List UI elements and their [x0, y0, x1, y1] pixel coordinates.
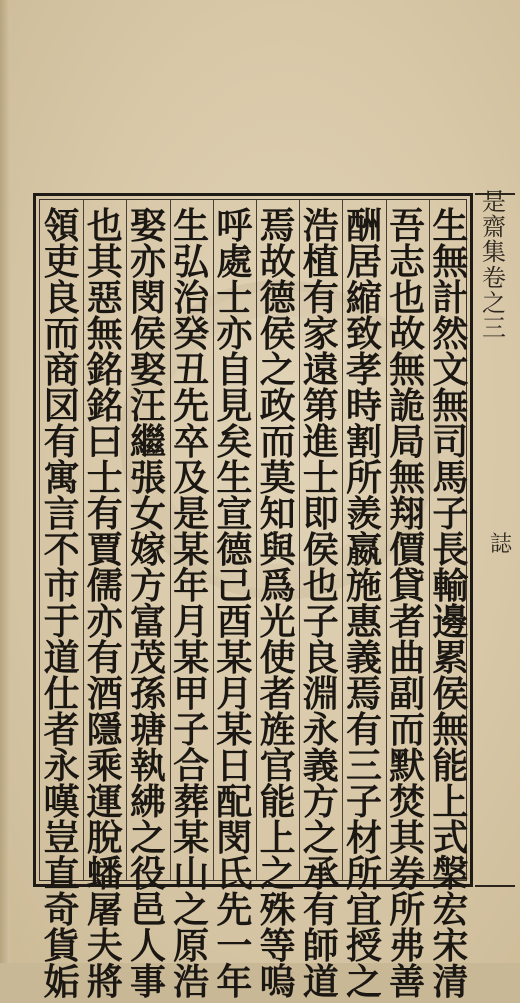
text-character: 子 [173, 709, 210, 751]
text-character: 植 [302, 241, 339, 283]
margin-title-char: 卷 [482, 263, 506, 292]
text-character: 年 [173, 565, 210, 607]
text-character: 無 [86, 313, 123, 355]
text-character: 上 [432, 781, 469, 823]
text-character: 之 [302, 817, 339, 859]
text-character: 紼 [129, 781, 166, 823]
text-column [296, 205, 346, 1003]
text-character: 士 [302, 457, 339, 499]
text-character: 也 [86, 205, 123, 247]
text-character: 遠 [302, 349, 339, 391]
margin-title-char: 是 [482, 188, 506, 216]
text-character: 有 [43, 421, 80, 463]
text-character: 嫁 [129, 529, 166, 571]
text-character: 隱 [86, 709, 123, 751]
text-character: 進 [302, 421, 339, 463]
text-character: 子 [345, 781, 382, 823]
text-character: 直 [43, 853, 80, 895]
text-character: 賈 [86, 529, 123, 571]
text-character: 某 [173, 637, 210, 679]
text-character: 者 [389, 601, 426, 643]
text-column [123, 205, 173, 1003]
text-character: 莫 [259, 457, 296, 499]
text-frame [33, 193, 473, 1003]
text-character: 酬 [345, 205, 382, 247]
text-character: 旌 [259, 709, 296, 751]
text-character: 嬴 [345, 529, 382, 571]
text-character: 娶 [129, 205, 166, 247]
text-character: 亦 [216, 313, 253, 355]
text-character: 也 [302, 565, 339, 607]
margin-title [474, 190, 514, 341]
text-character: 淵 [302, 673, 339, 715]
text-character: 宣 [216, 493, 253, 535]
text-character: 矣 [216, 421, 253, 463]
text-character: 官 [259, 745, 296, 787]
text-character: 嗚 [259, 961, 296, 1003]
text-character: 是 [173, 493, 210, 535]
text-character: 貨 [43, 925, 80, 967]
text-character: 無 [432, 709, 469, 751]
text-character: 弗 [389, 925, 426, 967]
text-character: 所 [389, 889, 426, 931]
text-character: 義 [345, 637, 382, 679]
text-character: 而 [389, 709, 426, 751]
text-character: 合 [173, 745, 210, 787]
text-character: 知 [259, 493, 296, 535]
text-character: 屠 [86, 889, 123, 931]
text-character: 寓 [43, 457, 80, 499]
text-character: 執 [129, 745, 166, 787]
text-character: 年 [216, 961, 253, 1003]
text-character: 默 [389, 745, 426, 787]
text-character: 授 [345, 925, 382, 967]
text-character: 言 [43, 493, 80, 535]
text-character: 閔 [216, 817, 253, 859]
text-character: 葬 [173, 781, 210, 823]
text-character: 良 [302, 637, 339, 679]
text-character: 無 [389, 457, 426, 499]
text-character: 先 [216, 889, 253, 931]
text-character: 銘 [86, 349, 123, 391]
text-character: 方 [302, 781, 339, 823]
text-character: 侯 [302, 529, 339, 571]
binding-edge [0, 0, 10, 963]
text-character: 輸 [432, 565, 469, 607]
text-character: 亦 [86, 601, 123, 643]
text-character: 者 [43, 709, 80, 751]
text-character: 某 [173, 529, 210, 571]
text-character: 治 [173, 277, 210, 319]
text-character: 與 [259, 529, 296, 571]
text-character: 有 [345, 709, 382, 751]
text-character: 焚 [389, 781, 426, 823]
text-character: 無 [432, 385, 469, 427]
text-character: 所 [345, 457, 382, 499]
text-character: 副 [389, 673, 426, 715]
text-character: 善 [389, 961, 426, 1003]
text-character: 女 [129, 493, 166, 535]
text-character: 月 [173, 601, 210, 643]
text-column [253, 205, 303, 1003]
text-character: 施 [345, 565, 382, 607]
text-character: 者 [259, 673, 296, 715]
text-character: 時 [345, 385, 382, 427]
text-character: 儒 [86, 565, 123, 607]
text-character: 人 [129, 925, 166, 967]
text-character: 焉 [345, 673, 382, 715]
text-character: 能 [259, 781, 296, 823]
text-character: 邑 [129, 889, 166, 931]
text-character: 計 [432, 277, 469, 319]
text-character: 有 [86, 493, 123, 535]
text-character: 第 [302, 385, 339, 427]
text-character: 之 [259, 349, 296, 391]
text-character: 運 [86, 781, 123, 823]
text-character: 一 [216, 925, 253, 967]
text-character: 仕 [43, 673, 80, 715]
text-character: 氏 [216, 853, 253, 895]
text-character: 光 [259, 601, 296, 643]
text-character: 曰 [86, 421, 123, 463]
text-character: 師 [302, 925, 339, 967]
text-character: 居 [345, 241, 382, 283]
text-column [37, 205, 87, 1003]
text-character: 所 [345, 853, 382, 895]
text-character: 志 [389, 241, 426, 283]
text-character: 娶 [129, 349, 166, 391]
text-character: 德 [259, 277, 296, 319]
text-column [166, 205, 216, 1003]
text-character: 奇 [43, 889, 80, 931]
text-frame-inner [39, 199, 469, 1003]
text-character: 事 [129, 961, 166, 1003]
text-character: 吾 [389, 205, 426, 247]
text-character: 割 [345, 421, 382, 463]
text-character: 之 [173, 889, 210, 931]
text-character: 政 [259, 385, 296, 427]
text-character: 商 [43, 349, 80, 391]
text-character: 致 [345, 313, 382, 355]
text-character: 宏 [432, 889, 469, 931]
text-character: 見 [216, 385, 253, 427]
text-character: 月 [216, 673, 253, 715]
text-character: 張 [129, 457, 166, 499]
text-character: 材 [345, 817, 382, 859]
text-character: 酉 [216, 601, 253, 643]
text-character: 脫 [86, 817, 123, 859]
text-character: 不 [43, 529, 80, 571]
text-character: 道 [302, 961, 339, 1003]
text-character: 某 [216, 637, 253, 679]
text-character: 吏 [43, 241, 80, 283]
text-character: 式 [432, 817, 469, 859]
text-character: 原 [173, 925, 210, 967]
margin-title-char: 齋 [482, 213, 506, 242]
text-character: 之 [259, 853, 296, 895]
text-character: 詭 [389, 385, 426, 427]
text-character: 家 [302, 313, 339, 355]
text-character: 呼 [216, 205, 253, 247]
text-character: 清 [432, 961, 469, 1003]
text-character: 姤 [43, 961, 80, 1003]
text-character: 于 [43, 601, 80, 643]
text-character: 士 [86, 457, 123, 499]
text-column [425, 205, 475, 1003]
text-character: 有 [86, 637, 123, 679]
text-character: 宋 [432, 925, 469, 967]
text-character: 三 [345, 745, 382, 787]
text-character: 宜 [345, 889, 382, 931]
margin-section-mark: 誌 [490, 532, 513, 557]
text-character: 殊 [259, 889, 296, 931]
text-character: 先 [173, 385, 210, 427]
text-character: 閔 [129, 277, 166, 319]
text-character: 嘆 [43, 781, 80, 823]
text-character: 酒 [86, 673, 123, 715]
text-column [339, 205, 389, 1003]
text-character: 永 [302, 709, 339, 751]
text-character: 承 [302, 853, 339, 895]
text-character: 茂 [129, 637, 166, 679]
text-character: 然 [432, 313, 469, 355]
text-character: 羨 [345, 493, 382, 535]
text-character: 亦 [129, 241, 166, 283]
text-character: 日 [216, 745, 253, 787]
text-character: 翔 [389, 493, 426, 535]
text-character: 㘝 [43, 385, 80, 427]
text-character: 乘 [86, 745, 123, 787]
text-character: 無 [432, 241, 469, 283]
text-character: 義 [302, 745, 339, 787]
text-character: 侯 [432, 673, 469, 715]
text-character: 生 [173, 205, 210, 247]
text-character: 甲 [173, 673, 210, 715]
text-character: 而 [43, 313, 80, 355]
text-character: 即 [302, 493, 339, 535]
text-character: 浩 [173, 961, 210, 1003]
text-character: 道 [43, 637, 80, 679]
text-character: 槃 [432, 853, 469, 895]
text-character: 爲 [259, 565, 296, 607]
text-character: 司 [432, 421, 469, 463]
text-column [209, 205, 259, 1003]
text-character: 焉 [259, 205, 296, 247]
text-character: 侯 [129, 313, 166, 355]
text-column [382, 205, 432, 1003]
text-character: 某 [216, 709, 253, 751]
text-character: 將 [86, 961, 123, 1003]
text-character: 子 [432, 493, 469, 535]
text-character: 弘 [173, 241, 210, 283]
text-character: 浩 [302, 205, 339, 247]
text-character: 使 [259, 637, 296, 679]
text-character: 有 [302, 277, 339, 319]
text-character: 士 [216, 277, 253, 319]
text-character: 子 [302, 601, 339, 643]
text-character: 而 [259, 421, 296, 463]
margin-title-char: 集 [482, 238, 506, 267]
text-character: 夫 [86, 925, 123, 967]
text-character: 惡 [86, 277, 123, 319]
text-character: 銘 [86, 385, 123, 427]
text-character: 癸 [173, 313, 210, 355]
text-character: 繼 [129, 421, 166, 463]
text-character: 生 [216, 457, 253, 499]
text-character: 能 [432, 745, 469, 787]
text-character: 市 [43, 565, 80, 607]
text-character: 蟠 [86, 853, 123, 895]
text-character: 之 [345, 961, 382, 1003]
text-character: 豈 [43, 817, 80, 859]
text-character: 其 [86, 241, 123, 283]
text-character: 方 [129, 565, 166, 607]
text-character: 馬 [432, 457, 469, 499]
text-character: 無 [389, 349, 426, 391]
text-character: 等 [259, 925, 296, 967]
text-character: 縮 [345, 277, 382, 319]
text-character: 及 [173, 457, 210, 499]
text-character: 配 [216, 781, 253, 823]
text-character: 故 [259, 241, 296, 283]
text-character: 己 [216, 565, 253, 607]
text-character: 累 [432, 637, 469, 679]
text-character: 領 [43, 205, 80, 247]
text-character: 文 [432, 349, 469, 391]
text-character: 孫 [129, 673, 166, 715]
text-character: 侯 [259, 313, 296, 355]
text-character: 生 [432, 205, 469, 247]
text-character: 價 [389, 529, 426, 571]
margin-title-char: 之 [482, 288, 506, 317]
text-character: 故 [389, 313, 426, 355]
text-character: 卒 [173, 421, 210, 463]
text-column [80, 205, 130, 1003]
text-character: 也 [389, 277, 426, 319]
text-character: 處 [216, 241, 253, 283]
text-character: 券 [389, 853, 426, 895]
text-character: 德 [216, 529, 253, 571]
text-character: 役 [129, 853, 166, 895]
text-character: 邊 [432, 601, 469, 643]
text-character: 汪 [129, 385, 166, 427]
text-character: 上 [259, 817, 296, 859]
text-character: 有 [302, 889, 339, 931]
text-character: 某 [173, 817, 210, 859]
text-character: 丑 [173, 349, 210, 391]
text-character: 孝 [345, 349, 382, 391]
text-character: 其 [389, 817, 426, 859]
text-character: 良 [43, 277, 80, 319]
text-character: 惠 [345, 601, 382, 643]
text-character: 曲 [389, 637, 426, 679]
text-character: 富 [129, 601, 166, 643]
text-character: 貸 [389, 565, 426, 607]
margin-title-char: 三 [482, 313, 506, 342]
text-character: 之 [129, 817, 166, 859]
text-character: 山 [173, 853, 210, 895]
text-character: 長 [432, 529, 469, 571]
text-character: 自 [216, 349, 253, 391]
text-character: 瑭 [129, 709, 166, 751]
text-character: 永 [43, 745, 80, 787]
text-character: 局 [389, 421, 426, 463]
